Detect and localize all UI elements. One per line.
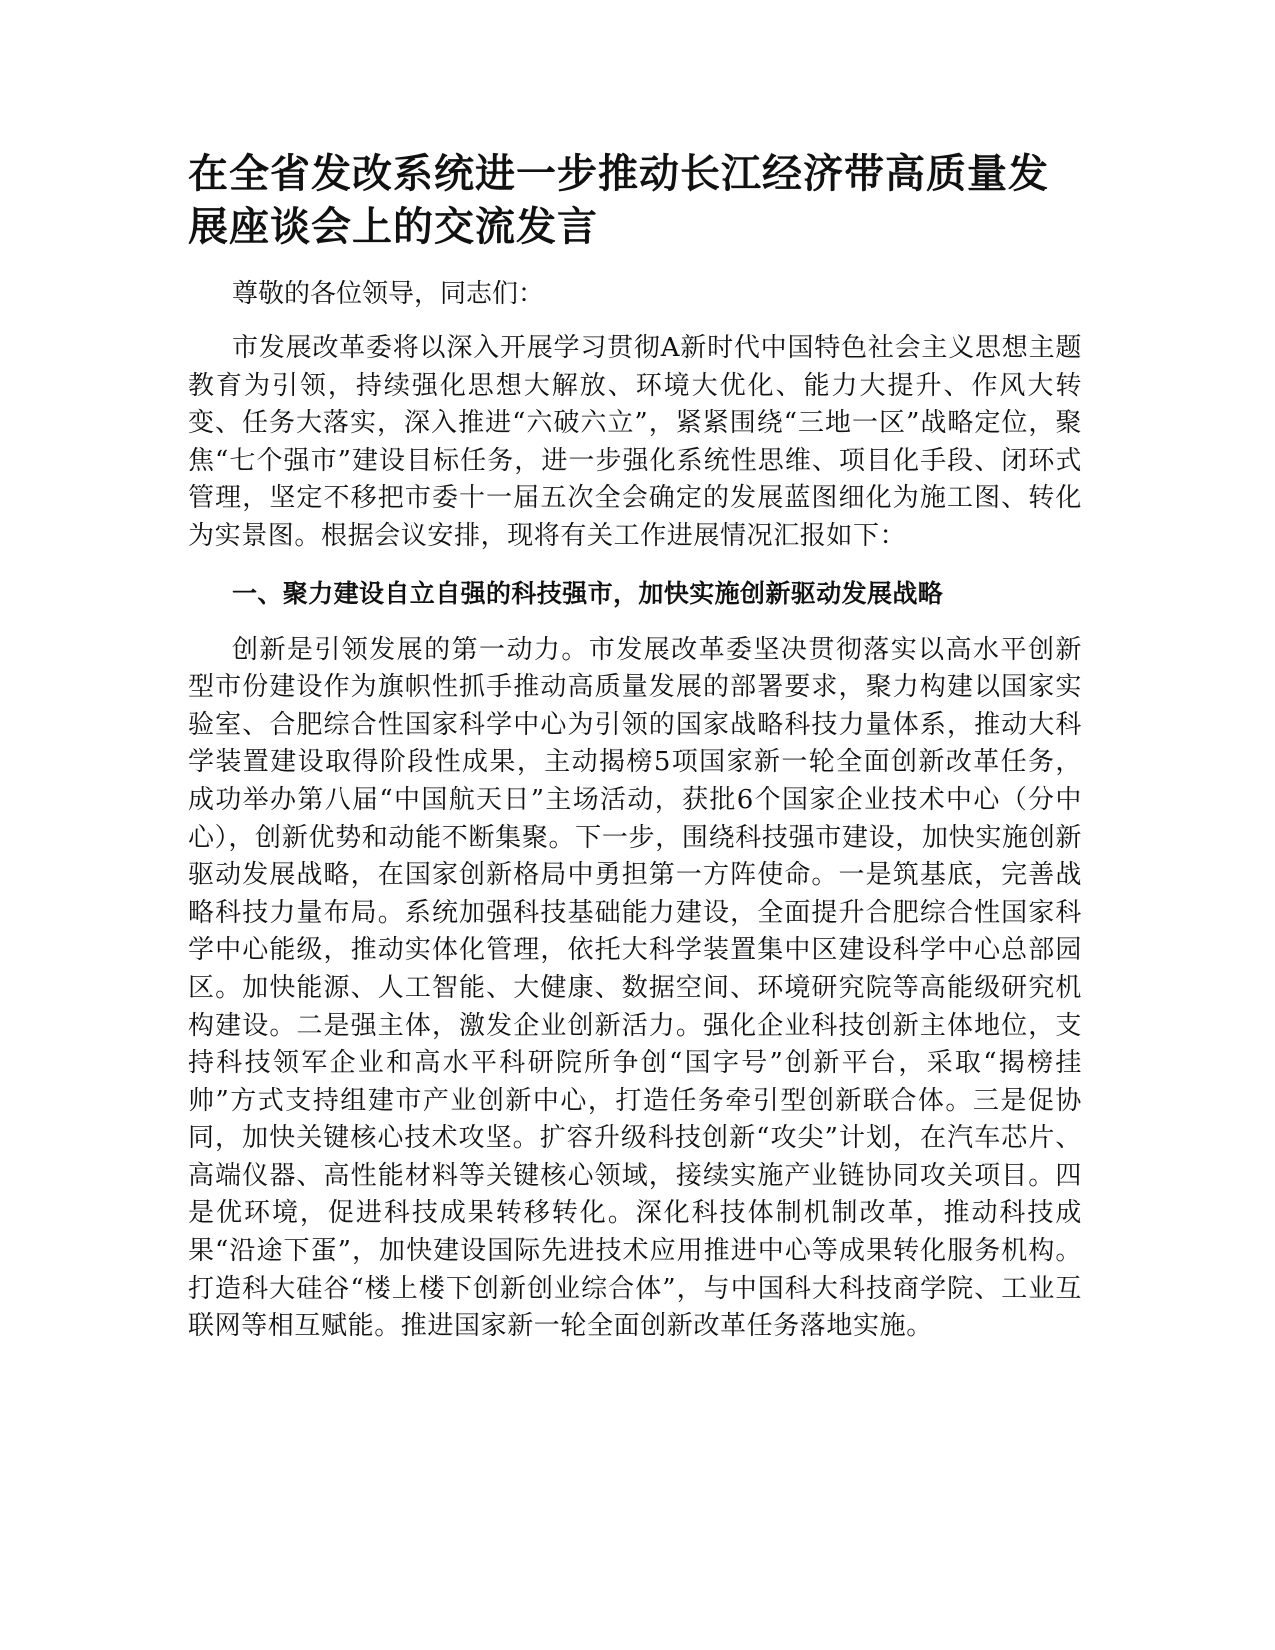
salutation: 尊敬的各位领导，同志们：: [232, 279, 545, 309]
document-title: 在全省发改系统进一步推动长江经济带高质量发展座谈会上的交流发言: [188, 151, 1049, 250]
section-paragraph: 创新是引领发展的第一动力。市发展改革委坚决贯彻落实以高水平创新型市份建设作为旗帜性抓手推动高质量发展的部署要求，聚力构建以国家实验室、合肥综合性国家科学中心为引领的国家战略科技力量体系，推动大科学装置建设取得阶段性成果，主动揭榜5项国家新一轮全面创新改革任务，成功举办第八届“中国航天日”主场活动，获批6个国家企业技术中心（分中心），创新优势和动能不断集聚。下一步，围绕科技强市建设，加快实施创新驱动发展战略，在国家创新格局中勇担第一方阵使命。一是筑基底，完善战略科技力量布局。系统加强科技基础能力建设，全面提升合肥综合性国家科学中心能级，推动实体化管理，依托大科学装置集中区建设科学中心总部园区。加快能源、人工智能、大健康、数据空间、环境研究院等高能级研究机构建设。二是强主体，激发企业创新活力。强化企业科技创新主体地位，支持科技领军企业和高水平科研院所争创“国字号”创新平台，采取“揭榜挂帅”方式支持组建市产业创新中心，打造任务牵引型创新联合体。三是促协同，加快关键核心技术攻坚。扩容升级科技创新“攻尖”计划，在汽车芯片、高端仪器、高性能材料等关键核心领域，接续实施产业链协同攻关项目。四是优环境，促进科技成果转移转化。深化科技体制机制改革，推动科技成果“沿途下蛋”，加快建设国际先进技术应用推进中心等成果转化服务机构。打造科大硅谷“楼上楼下创新创业综合体”，与中国科大科技商学院、工业互联网等相互赋能。推进国家新一轮全面创新改革任务落地实施。: [188, 634, 1082, 1342]
intro-paragraph: 市发展改革委将以深入开展学习贯彻A新时代中国特色社会主义思想主题教育为引领，持续强化思想大解放、环境大优化、能力大提升、作风大转变、任务大落实，深入推进“六破六立”，紧紧围绕“三地一区”战略定位，聚焦“七个强市”建设目标任务，进一步强化系统性思维、项目化手段、闭环式管理，坚定不移把市委十一届五次全会确定的发展蓝图细化为施工图、转化为实景图。根据会议安排，现将有关工作进展情况汇报如下：: [188, 333, 1082, 551]
section-heading: 一、聚力建设自立自强的科技强市，加快实施创新驱动发展战略: [232, 578, 944, 608]
document-content: [188, 148, 1082, 1346]
